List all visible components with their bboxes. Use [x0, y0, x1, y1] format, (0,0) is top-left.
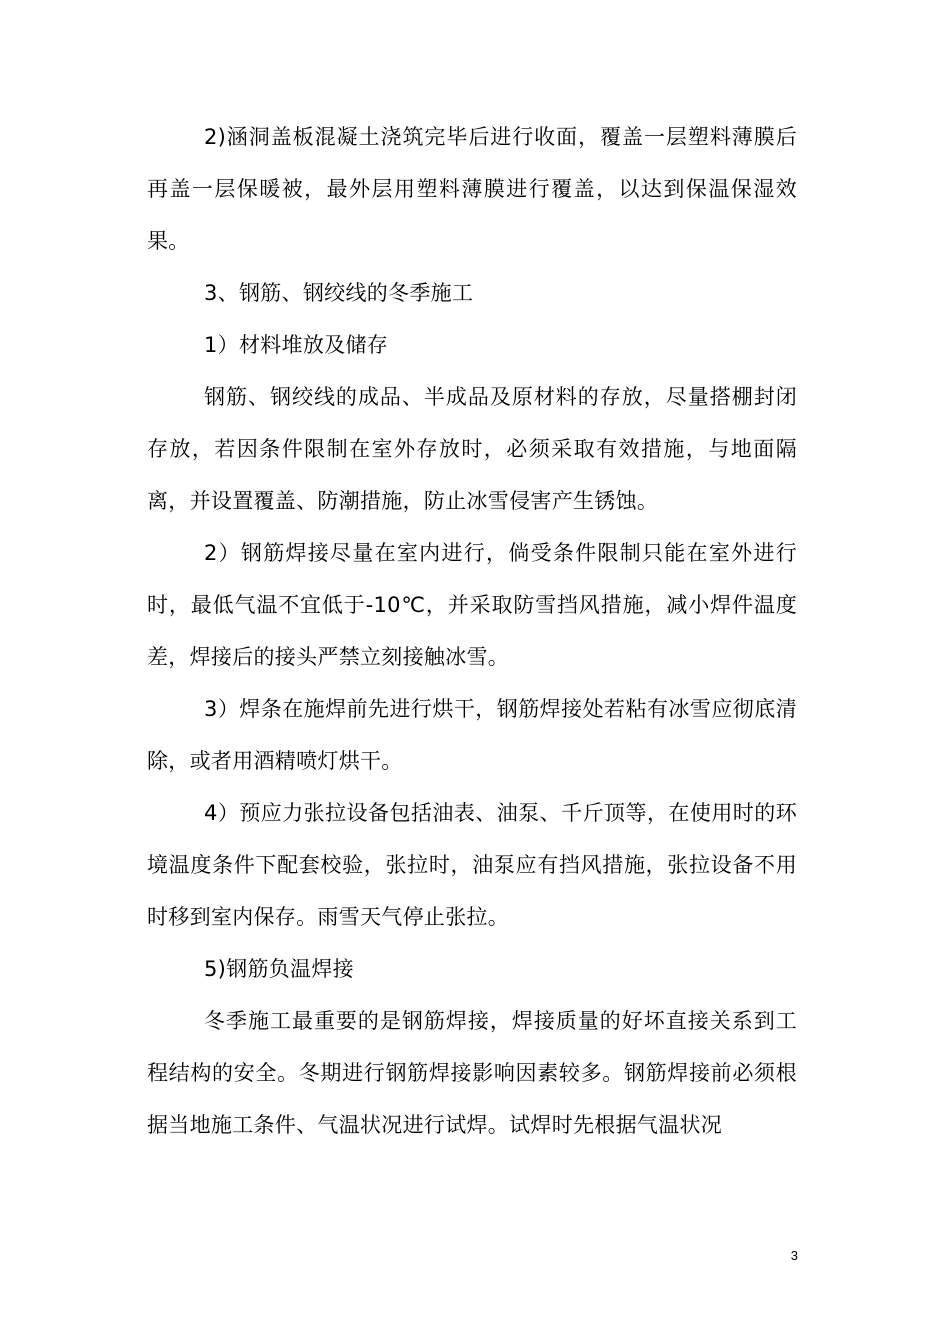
subheading-negative-temp-welding: 5)钢筋负温焊接: [204, 957, 354, 981]
page-number: 3: [790, 1248, 798, 1263]
paragraph-welding-indoor: 2）钢筋焊接尽量在室内进行，倘受条件限制只能在室外进行时，最低气温不宜低于-10℃，并采取防雪挡风措施，减小焊件温度差，焊接后的接头严禁立刻接触冰雪。: [147, 541, 797, 669]
body-text: [147, 111, 797, 1151]
paragraph-prestress-equipment: 4）预应力张拉设备包括油表、油泵、千斤顶等，在使用时的环境温度条件下配套校验，张拉时，油泵应有挡风措施，张拉设备不用时移到室内保存。雨雪天气停止张拉。: [147, 801, 797, 929]
paragraph-welding-importance: 冬季施工最重要的是钢筋焊接，焊接质量的好坏直接关系到工程结构的安全。冬期进行钢筋焊接影响因素较多。钢筋焊接前必须根据当地施工条件、气温状况进行试焊。试焊时先根据气温状况: [147, 1009, 797, 1137]
paragraph-electrode-drying: 3）焊条在施焊前先进行烘干，钢筋焊接处若粘有冰雪应彻底清除，或者用酒精喷灯烘干。: [147, 697, 797, 773]
subheading-material-storage: 1）材料堆放及储存: [204, 333, 389, 357]
paragraph-culvert-cover-curing: 2)涵洞盖板混凝土浇筑完毕后进行收面，覆盖一层塑料薄膜后再盖一层保暖被，最外层用塑料薄膜进行覆盖，以达到保温保湿效果。: [147, 125, 797, 253]
paragraph-storage-details: 钢筋、钢绞线的成品、半成品及原材料的存放，尽量搭棚封闭存放，若因条件限制在室外存放时，必须采取有效措施，与地面隔离，并设置覆盖、防潮措施，防止冰雪侵害产生锈蚀。: [147, 385, 797, 513]
section-heading-rebar-winter: 3、钢筋、钢绞线的冬季施工: [204, 281, 474, 305]
